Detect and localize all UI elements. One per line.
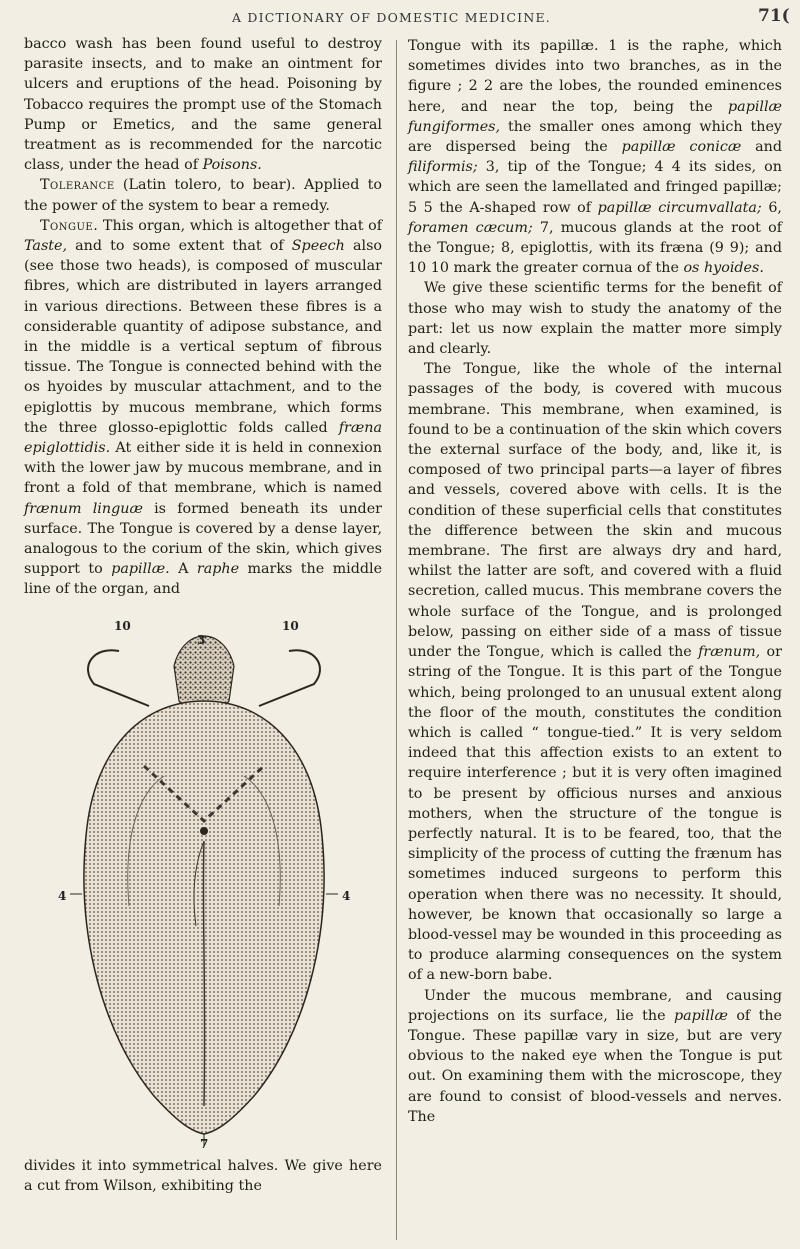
figure-label-3: 3 [197, 632, 206, 647]
figure-label-4-right: 4 [342, 888, 351, 903]
tobacco-paragraph: bacco wash has been found useful to destroy parasite insects, and to make an ointment for ulcers and eruptions of the head. Poisoning by Tobacco requires the prompt use of the Stomach Pump or Emetics, and the same general treatment as is recommended for the narcotic class, under the head of Poisons. [24, 36, 382, 174]
right-column [408, 36, 782, 1127]
figure-label-10-right: 10 [282, 618, 299, 633]
tongue-engraving [24, 606, 382, 1152]
running-title: A DICTIONARY OF DOMESTIC MEDICINE. [232, 10, 551, 25]
tongue-entry: Tongue. This organ, which is altogether that of Taste, and to some extent that of Speech also (see those two heads), is composed of muscular fibres, which are distributed in layers arranged in various directions. Between these fibres is a considerable quantity of adipose substance, and in the middle is a vertical septum of fibrous tissue. The Tongue is connected behind with the os hyoides by muscular attachment, and to the epiglottis by mucous membrane, which forms the three glosso-epiglottic folds called fræna epiglottidis. At either side it is held in connexion with the lower jaw by mucous membrane, and in front a fold of that membrane, which is named frænum linguæ is formed beneath its under surface. The Tongue is covered by a dense layer, analogous to the corium of the skin, which gives support to papillæ. A raphe marks the middle line of the organ, and [24, 217, 383, 598]
tolerance-entry: Tolerance (Latin tolero, to bear). Applied to the power of the system to bear a remedy. [24, 177, 382, 214]
column-divider [396, 40, 397, 1240]
figure-label-7: 7 [200, 1136, 209, 1151]
tongue-illustration [24, 606, 382, 1152]
poisons-ref: Poisons. [202, 157, 262, 174]
figure-label-4-left: 4 [58, 888, 67, 903]
page-number: 71( [758, 6, 790, 26]
mucous-membrane-paragraph: The Tongue, like the whole of the internal passages of the body, is covered with mucous membrane. This membrane, when examined, is found to be a continuation of the skin which covers the external surface of the body, and, like it, is composed of two principal parts—a layer of fibres and vessels, covered above with cells. It is the condition of these superficial cells that constitutes the difference between the skin and mucous membrane. The first are always dry and hard, whilst the latter are soft, and covered with a fluid secretion, called mucus. This membrane covers the whole surface of the Tongue, and is prolonged below, passing on either side of a mass of tissue under the Tongue, which is called the frænum, or string of the Tongue. It is this part of the Tongue which, being prolonged to an unusual extent along the floor of the mouth, constitutes the condition which is called “ tongue-tied.” It is very seldom indeed that this affection exists to an extent to require interference ; but it is very often imagined to be present by officious nurses and anxious mothers, when the structure of the tongue is perfectly natural. It is to be feared, too, that the simplicity of the process of cutting the frænum has sometimes induced surgeons to perform this operation when there was no necessity. It should, however, be known that occasionally so large a blood-vessel may be wounded in this proceeding as to produce alarming consequences on the system of a new-born babe. [408, 361, 782, 984]
figure-label-10-left: 10 [114, 618, 131, 633]
tongue-headword: Tongue. [40, 217, 99, 234]
after-figure-text: divides it into symmetrical halves. We give here a cut from Wilson, exhibiting the [24, 1157, 382, 1194]
papillae-paragraph: Under the mucous membrane, and causing projections on its surface, lie the papillæ of the Tongue. These papillæ vary in size, but are very obvious to the naked eye when the Tongue is put out. On examining them with the microscope, they are found to consist of blood-vessels and nerves. The [408, 987, 783, 1125]
scientific-terms-paragraph: We give these scientific terms for the benefit of those who may wish to study the anatomy of the part: let us now explain the matter more simply and clearly. [408, 280, 782, 358]
tolerance-headword: Tolerance [40, 177, 115, 194]
left-column [24, 34, 382, 1196]
figure-explanation: Tongue with its papillæ. 1 is the raphe, which sometimes divides into two branches, as in the figure ; 2 2 are the lobes, the rounded eminences here, and near the top, being the papillæ fungiformes, the smaller ones among which they are dispersed being the papillæ conicæ and filiformis; 3, tip of the Tongue; 4 4 its sides, on which are seen the lamellated and fringed papillæ; 5 5 the A-shaped row of papillæ circumvallata; 6, foramen cæcum; 7, mucous glands at the root of the Tongue; 8, epiglottis, with its fræna (9 9); and 10 10 mark the greater cornua of the os hyoides. [408, 38, 783, 277]
